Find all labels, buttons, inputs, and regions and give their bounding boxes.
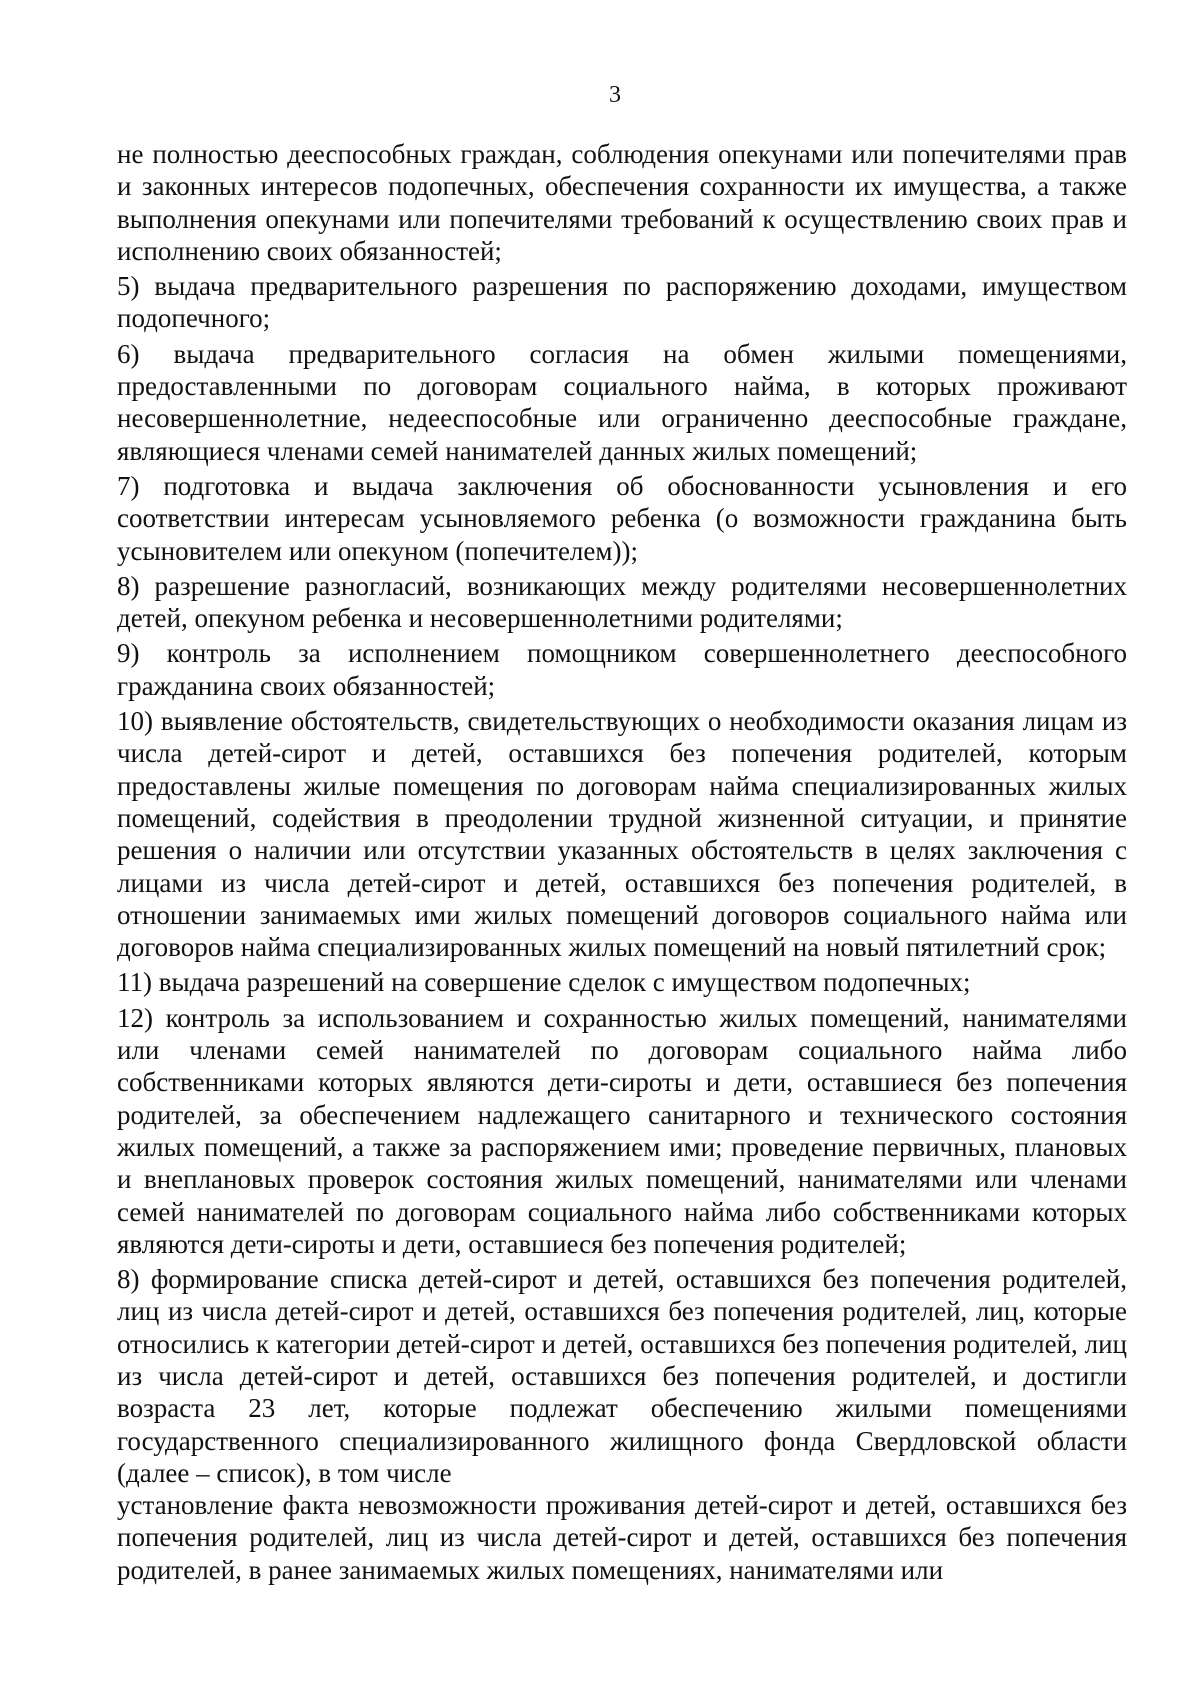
paragraph-item-6: 6) выдача предварительного согласия на обмен жилыми помещениями, предоставленными по договорам социального найма, в которых проживают несовершеннолетние, недееспособные или ограниченно дееспособные граждане, являющиеся членами семей нанимателей данных жилых помещений; — [117, 338, 1127, 466]
document-body — [117, 138, 1127, 1586]
paragraph-item-11: 11) выдача разрешений на совершение сделок с имуществом подопечных; — [117, 967, 971, 998]
paragraph-item-9: 9) контроль за исполнением помощником совершеннолетнего дееспособного гражданина своих обязанностей; — [117, 638, 1127, 701]
page-number: 3 — [609, 82, 621, 108]
paragraph-item-8-list: 8) формирование списка детей-сирот и детей, оставшихся без попечения родителей, лиц из числа детей-сирот и детей, оставшихся без попечения родителей, лиц, которые относились к категории детей-сирот и детей, оставшихся без попечения родителей, лиц из числа детей-сирот и детей, оставшихся без попечения родителей, и достигли возраста 23 лет, которые подлежат обеспечению жилыми помещениями государственного специализированного жилищного фонда Свердловской области (далее – список), в том числе — [117, 1264, 1127, 1488]
paragraph-item-8: 8) разрешение разногласий, возникающих между родителями несовершеннолетних детей, опекуном ребенка и несовершеннолетними родителями; — [117, 570, 1127, 634]
paragraph-item-10: 10) выявление обстоятельств, свидетельствующих о необходимости оказания лицам из числа детей-сирот и детей, оставшихся без попечения родителей, которым предоставлены жилые помещения по договорам найма специализированных жилых помещений, содействия в преодолении трудной жизненной ситуации, и принятие решения о наличии или отсутствии указанных обстоятельств в целях заключения с лицами из числа детей-сирот и детей, оставшихся без попечения родителей, в отношении занимаемых ими жилых помещений договоров социального найма или договоров найма специализированных жилых помещений на новый пятилетний срок; — [117, 706, 1127, 963]
paragraph-item-5: 5) выдача предварительного разрешения по распоряжению доходами, имуществом подопечного; — [117, 271, 1127, 334]
paragraph-list-continuation: установление факта невозможности проживания детей-сирот и детей, оставшихся без попечения родителей, лиц из числа детей-сирот и детей, оставшихся без попечения родителей, в ранее занимаемых жилых помещениях, нанимателями или — [117, 1490, 1127, 1585]
paragraph-continuation: не полностью дееспособных граждан, соблюдения опекунами или попечителями прав и законных интересов подопечных, обеспечения сохранности их имущества, а также выполнения опекунами или попечителями требований к осуществлению своих прав и исполнению своих обязанностей; — [117, 139, 1127, 266]
paragraph-item-7: 7) подготовка и выдача заключения об обоснованности усыновления и его соответствии интересам усыновляемого ребенка (о возможности гражданина быть усыновителем или опекуном (попечителем)); — [117, 470, 1127, 566]
paragraph-item-12: 12) контроль за использованием и сохранностью жилых помещений, нанимателями или членами семей нанимателей по договорам социального найма либо собственниками которых являются дети-сироты и дети, оставшиеся без попечения родителей, за обеспечением надлежащего санитарного и технического состояния жилых помещений, а также за распоряжением ими; проведение первичных, плановых и внеплановых проверок состояния жилых помещений, нанимателями или членами семей нанимателей по договорам социального найма либо собственниками которых являются дети-сироты и дети, оставшиеся без попечения родителей; — [117, 1002, 1127, 1259]
